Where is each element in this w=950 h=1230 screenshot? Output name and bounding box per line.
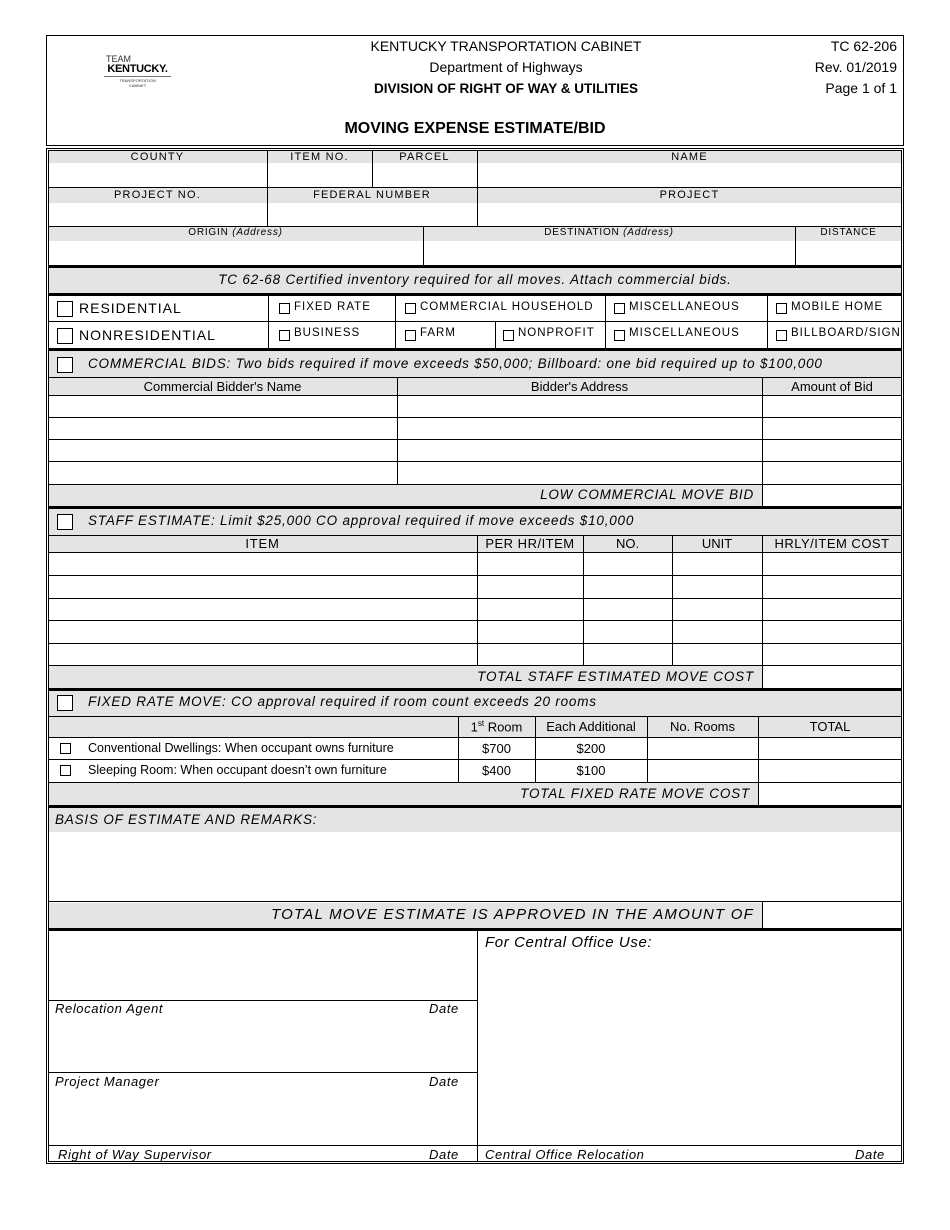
- remarks-label: BASIS OF ESTIMATE AND REMARKS:: [55, 812, 318, 827]
- project-no-label: PROJECT NO.: [114, 189, 201, 201]
- per-hr-item-header: PER HR/ITEM: [485, 536, 575, 551]
- remarks-field[interactable]: [49, 833, 901, 901]
- commercial-bids-checkbox[interactable]: [57, 357, 73, 373]
- rule-line: [48, 506, 902, 509]
- item-no-field[interactable]: [268, 164, 372, 187]
- rule-line: [48, 265, 902, 268]
- rule-line: [48, 293, 902, 296]
- form-revision: Rev. 01/2019: [814, 59, 897, 75]
- parcel-field[interactable]: [373, 164, 477, 187]
- each-additional-header: Each Additional: [546, 719, 636, 734]
- business-checkbox[interactable]: [279, 330, 290, 341]
- date-label: Date: [429, 1147, 459, 1162]
- central-office-relocation-label: Central Office Relocation: [485, 1147, 645, 1162]
- additional-room-rate: $200: [576, 741, 606, 756]
- nonresidential-label: NONRESIDENTIAL: [79, 327, 216, 343]
- logo-text-sub: TRANSPORTATION CABINET: [119, 78, 156, 88]
- sleeping-room-checkbox[interactable]: [60, 765, 71, 776]
- relocation-agent-label: Relocation Agent: [55, 1001, 164, 1016]
- bidder-rows[interactable]: [49, 396, 901, 484]
- county-label: COUNTY: [130, 151, 185, 163]
- business-label: BUSINESS: [294, 327, 361, 339]
- team-kentucky-logo: [100, 55, 175, 95]
- origin-label: ORIGIN (Address): [188, 227, 283, 238]
- form-title: MOVING EXPENSE ESTIMATE/BID: [344, 120, 606, 137]
- miscellaneous-nonres-label: MISCELLANEOUS: [629, 327, 740, 339]
- rule-line: [268, 295, 269, 349]
- bidder-address-header: Bidder's Address: [530, 379, 629, 394]
- no-rooms-field[interactable]: [648, 738, 758, 759]
- department-name: Department of Highways: [429, 59, 583, 75]
- fixed-total-label: TOTAL FIXED RATE MOVE COST: [520, 786, 750, 801]
- staff-item-rows[interactable]: [49, 553, 901, 665]
- federal-number-label: FEDERAL NUMBER: [313, 189, 431, 201]
- rule-line: [48, 805, 902, 808]
- miscellaneous-label: MISCELLANEOUS: [629, 301, 740, 313]
- approved-amount-label: TOTAL MOVE ESTIMATE IS APPROVED IN THE AMOUNT OF: [271, 906, 754, 923]
- fixed-rate-checkbox[interactable]: [279, 303, 290, 314]
- mobile-home-checkbox[interactable]: [776, 303, 787, 314]
- first-room-rate: $700: [482, 741, 511, 756]
- residential-label: RESIDENTIAL: [79, 300, 182, 316]
- origin-field[interactable]: [49, 242, 423, 265]
- commercial-bids-title: COMMERCIAL BIDS: Two bids required if move exceeds $50,000; Billboard: one bid required up to $100,000: [88, 356, 823, 371]
- no-rooms-field[interactable]: [648, 760, 758, 782]
- fixed-rate-move-checkbox[interactable]: [57, 695, 73, 711]
- commercial-household-checkbox[interactable]: [405, 303, 416, 314]
- staff-estimate-title: STAFF ESTIMATE: Limit $25,000 CO approval required if move exceeds $10,000: [88, 513, 635, 528]
- row-supervisor-label: Right of Way Supervisor: [58, 1147, 212, 1162]
- logo-text-top: TEAM: [106, 54, 132, 64]
- billboard-sign-label: BILLBOARD/SIGN: [791, 327, 901, 339]
- first-room-rate: $400: [482, 763, 511, 778]
- billboard-sign-checkbox[interactable]: [776, 330, 787, 341]
- logo-text-main: KENTUCKY.: [107, 63, 168, 75]
- rule-line: [495, 321, 496, 349]
- item-header: ITEM: [245, 536, 280, 551]
- rule-line: [48, 901, 902, 902]
- date-label: Date: [429, 1074, 459, 1089]
- distance-field[interactable]: [796, 242, 901, 265]
- date-label: Date: [855, 1147, 885, 1162]
- conventional-dwelling-checkbox[interactable]: [60, 743, 71, 754]
- residential-checkbox[interactable]: [57, 301, 73, 317]
- no-header: NO.: [615, 536, 640, 551]
- rule-line: [48, 716, 902, 717]
- project-field[interactable]: [478, 204, 901, 226]
- fixed-rate-move-title: FIXED RATE MOVE: CO approval required if room count exceeds 20 rooms: [88, 694, 597, 709]
- central-office-signature[interactable]: [478, 955, 901, 1145]
- division-name: DIVISION OF RIGHT OF WAY & UTILITIES: [373, 81, 639, 96]
- form-number: TC 62-206: [830, 38, 897, 54]
- staff-total-field[interactable]: [763, 666, 901, 688]
- agency-block: [300, 36, 712, 99]
- agency-name: KENTUCKY TRANSPORTATION CABINET: [370, 38, 642, 54]
- row-total-field[interactable]: [759, 738, 901, 759]
- inventory-notice: TC 62-68 Certified inventory required for all moves. Attach commercial bids.: [218, 272, 732, 287]
- commercial-household-label: COMMERCIAL HOUSEHOLD: [420, 301, 594, 313]
- relocation-agent-signature[interactable]: [49, 931, 477, 1000]
- total-header: TOTAL: [809, 719, 851, 734]
- mobile-home-label: MOBILE HOME: [791, 301, 884, 313]
- item-no-label: ITEM NO.: [290, 151, 349, 163]
- unit-header: UNIT: [701, 536, 733, 551]
- hrly-item-cost-header: HRLY/ITEM COST: [774, 536, 890, 551]
- approved-amount-field[interactable]: [763, 903, 901, 928]
- nonprofit-checkbox[interactable]: [503, 330, 514, 341]
- rule-line: [767, 295, 768, 349]
- date-label: Date: [429, 1001, 459, 1016]
- no-rooms-header: No. Rooms: [669, 719, 736, 734]
- rule-line: [48, 321, 902, 322]
- row-total-field[interactable]: [759, 760, 901, 782]
- bid-amount-header: Amount of Bid: [791, 379, 873, 394]
- central-office-use-label: For Central Office Use:: [485, 934, 653, 951]
- county-field[interactable]: [49, 164, 267, 187]
- destination-field[interactable]: [424, 242, 795, 265]
- rule-line: [48, 187, 902, 188]
- staff-estimate-checkbox[interactable]: [57, 514, 73, 530]
- sleeping-room-label: Sleeping Room: When occupant doesn’t own furniture: [88, 763, 387, 777]
- miscellaneous-checkbox[interactable]: [614, 303, 625, 314]
- page-number: Page 1 of 1: [825, 80, 897, 96]
- federal-number-field[interactable]: [268, 204, 477, 226]
- miscellaneous-nonres-checkbox[interactable]: [614, 330, 625, 341]
- project-label: PROJECT: [659, 189, 720, 201]
- project-manager-signature[interactable]: [49, 1018, 477, 1072]
- fixed-rate-label: FIXED RATE: [294, 301, 371, 313]
- additional-room-rate: $100: [576, 763, 606, 778]
- nonprofit-label: NONPROFIT: [518, 327, 595, 339]
- row-supervisor-signature[interactable]: [49, 1090, 477, 1145]
- rule-line: [605, 295, 606, 349]
- fixed-total-field[interactable]: [759, 783, 901, 805]
- farm-checkbox[interactable]: [405, 330, 416, 341]
- name-label: NAME: [671, 151, 708, 163]
- conventional-dwelling-label: Conventional Dwellings: When occupant owns furniture: [88, 741, 394, 755]
- low-bid-label: LOW COMMERCIAL MOVE BID: [540, 487, 754, 502]
- project-no-field[interactable]: [49, 204, 267, 226]
- destination-label: DESTINATION (Address): [544, 227, 674, 238]
- name-field[interactable]: [478, 164, 901, 187]
- bidder-name-header: Commercial Bidder's Name: [143, 379, 302, 394]
- first-room-header: 1st Room: [470, 719, 523, 735]
- rule-line: [48, 688, 902, 691]
- parcel-label: PARCEL: [399, 151, 450, 163]
- low-bid-field[interactable]: [763, 485, 901, 506]
- form-meta: [780, 36, 897, 99]
- project-manager-label: Project Manager: [55, 1074, 160, 1089]
- rule-line: [48, 377, 902, 378]
- distance-label: DISTANCE: [820, 227, 877, 238]
- farm-label: FARM: [420, 327, 456, 339]
- rule-line: [48, 348, 902, 351]
- staff-total-label: TOTAL STAFF ESTIMATED MOVE COST: [477, 669, 754, 684]
- rule-line: [395, 295, 396, 349]
- nonresidential-checkbox[interactable]: [57, 328, 73, 344]
